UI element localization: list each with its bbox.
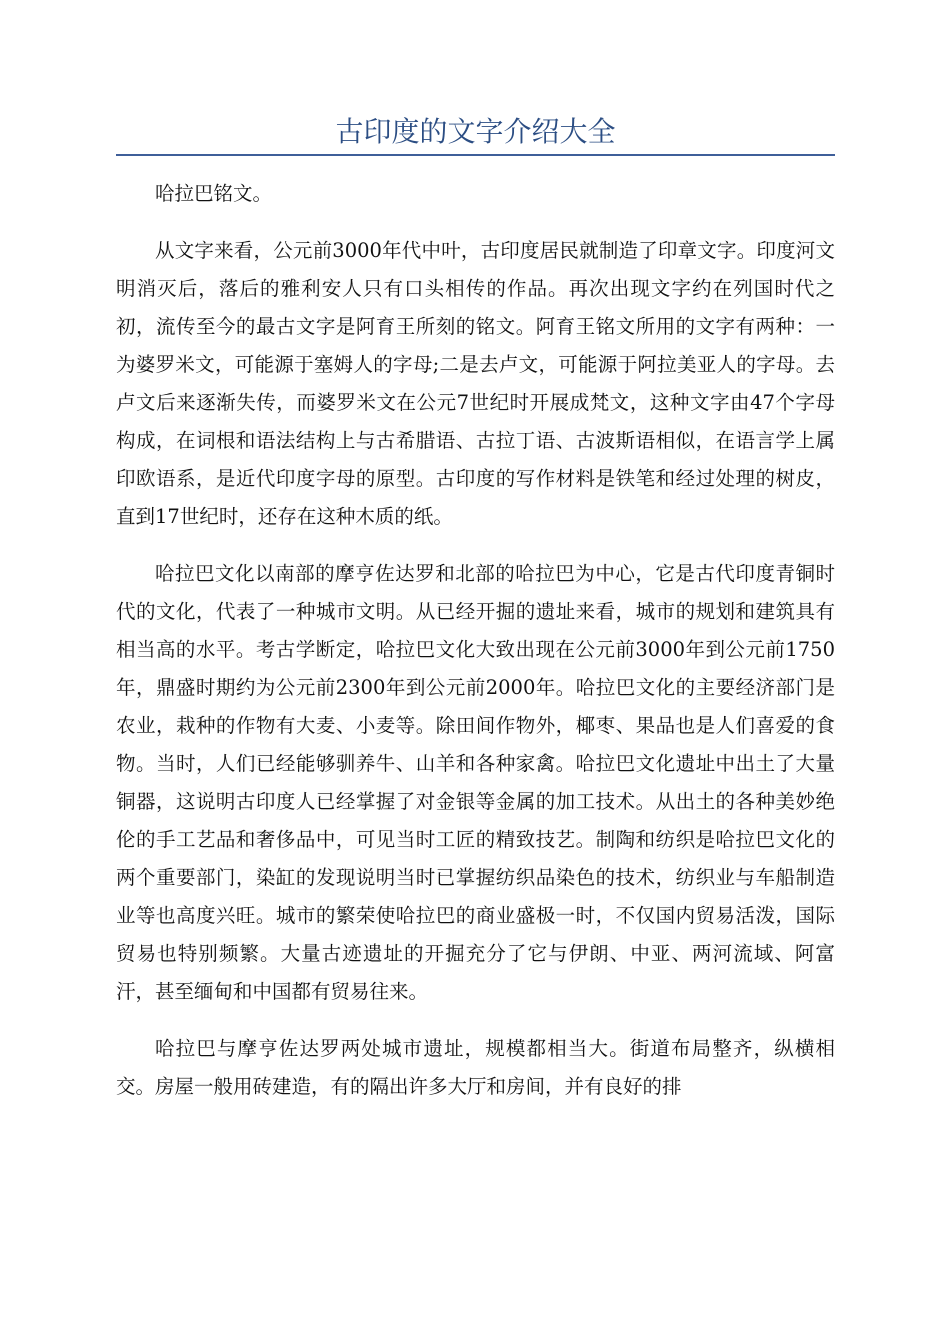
paragraph-4: 哈拉巴与摩亨佐达罗两处城市遗址，规模都相当大。街道布局整齐，纵横相交。房屋一般用砖建造，有的隔出许多大厅和房间，并有良好的排 [116,1037,835,1098]
paragraph-2: 从文字来看，公元前3000年代中叶，古印度居民就制造了印章文字。印度河文明消灭后，落后的雅利安人只有口头相传的作品。再次出现文字约在列国时代之初，流传至今的最古文字是阿育王所刻的铭文。阿育王铭文所用的文字有两种：一为婆罗米文，可能源于塞姆人的字母;二是去卢文，可能源于阿拉美亚人的字母。去卢文后来逐渐失传，而婆罗米文在公元7世纪时开展成梵文，这种文字由47个字母构成，在词根和语法结构上与古希腊语、古拉丁语、古波斯语相似，在语言学上属印欧语系，是近代印度字母的原型。古印度的写作材料是铁笔和经过处理的树皮，直到17世纪时，还存在这种木质的纸。 [116,239,835,528]
paragraph-1: 哈拉巴铭文。 [155,182,273,205]
title-underline [116,154,835,156]
document-title: 古印度的文字介绍大全 [335,115,616,148]
document-body [116,175,835,1125]
paragraph-3: 哈拉巴文化以南部的摩亨佐达罗和北部的哈拉巴为中心，它是古代印度青铜时代的文化，代表了一种城市文明。从已经开掘的遗址来看，城市的规划和建筑具有相当高的水平。考古学断定，哈拉巴文化大致出现在公元前3000年到公元前1750年，鼎盛时期约为公元前2300年到公元前2000年。哈拉巴文化的主要经济部门是农业，栽种的作物有大麦、小麦等。除田间作物外，椰枣、果品也是人们喜爱的食物。当时，人们已经能够驯养牛、山羊和各种家禽。哈拉巴文化遗址中出土了大量铜器，这说明古印度人已经掌握了对金银等金属的加工技术。从出土的各种美妙绝伦的手工艺品和奢侈品中，可见当时工匠的精致技艺。制陶和纺织是哈拉巴文化的两个重要部门，染缸的发现说明当时已掌握纺织品染色的技术，纺织业与车船制造业等也高度兴旺。城市的繁荣使哈拉巴的商业盛极一时，不仅国内贸易活泼，国际贸易也特别频繁。大量古迹遗址的开掘充分了它与伊朗、中亚、两河流域、阿富汗，甚至缅甸和中国都有贸易往来。 [116,562,835,1003]
